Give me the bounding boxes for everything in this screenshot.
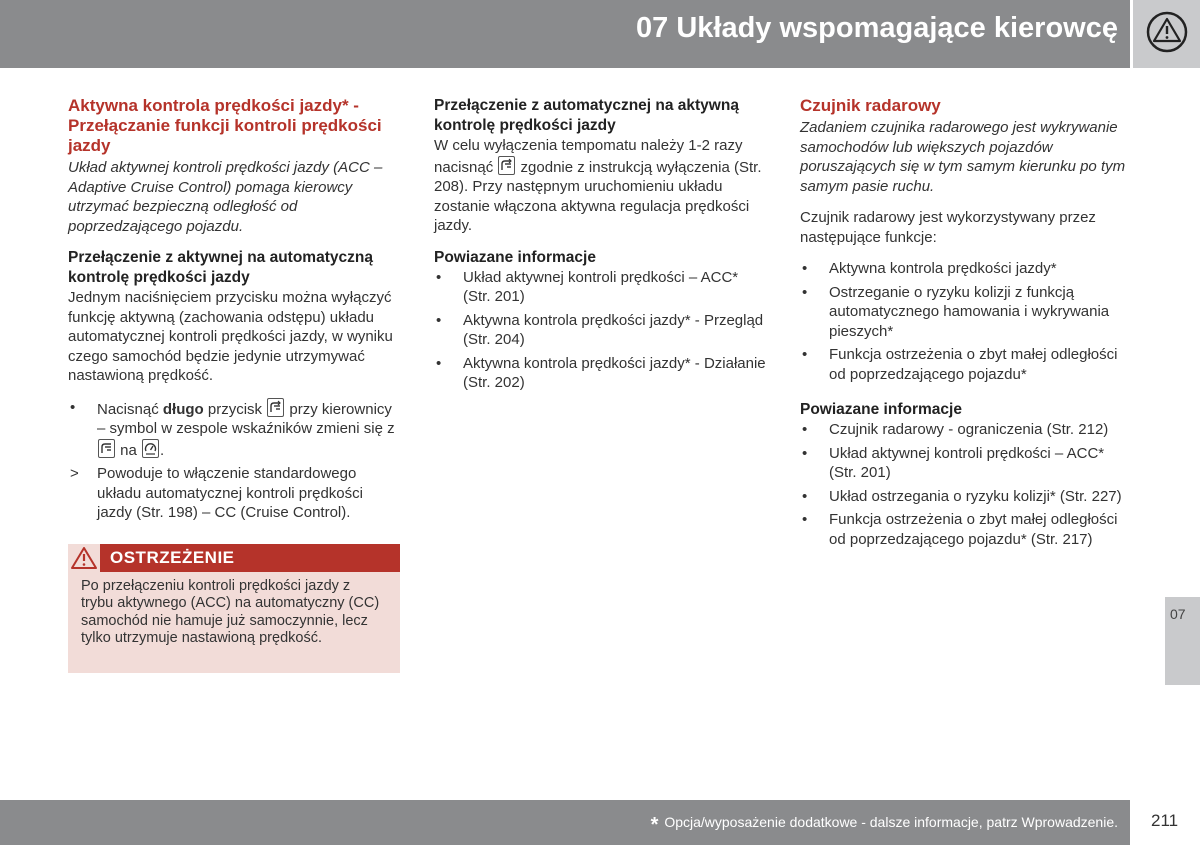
chapter-icon-box <box>1133 0 1200 68</box>
warning-triangle-icon <box>70 545 98 571</box>
warning-title: OSTRZEŻENIE <box>110 548 235 567</box>
related-link[interactable]: • Funkcja ostrzeżenia o zbyt małej odległości od poprzedzającego pojazdu* (Str. 217) <box>802 511 1118 548</box>
column-middle <box>434 96 768 397</box>
related-info-title: Powiazane informacje <box>434 248 596 266</box>
cruise-control-button-icon <box>498 156 515 175</box>
column-right <box>800 96 1130 553</box>
section-title-acc-switch: Aktywna kontrola prędkości jazdy* - Przełączanie funkcji kontroli prędkości jazdy <box>68 96 382 155</box>
chapter-side-tab[interactable] <box>1165 597 1200 685</box>
related-link[interactable]: • Aktywna kontrola prędkości jazdy* - Przegląd (Str. 204) <box>436 311 764 348</box>
chapter-header <box>0 0 1130 68</box>
footer-note: * Opcja/wyposażenie dodatkowe - dalsze informacje, patrz Wprowadzenie. <box>650 814 1118 836</box>
radar-body: Czujnik radarowy jest wykorzystywany przez następujące funkcje: <box>800 209 1096 246</box>
related-list <box>800 420 1130 549</box>
step-result: > Powoduje to włączenie standardowego układu automatycznej kontroli prędkości jazdy (Str. 198) – CC (Cruise Control). <box>70 465 363 521</box>
acc-symbol-icon <box>98 439 115 458</box>
subsection-title-to-cc: Przełączenie z aktywnej na automatyczną kontrolę prędkości jazdy <box>68 249 373 286</box>
related-link[interactable]: • Układ aktywnej kontroli prędkości – ACC* (Str. 201) <box>436 268 739 305</box>
subsection-body-to-cc: Jednym naciśnięciem przycisku można wyłączyć funkcję aktywną (zachowania odstępu) układu automatycznej kontroli prędkości jazdy, w wyniku czego samochód będzie jedynie utrzymywać nastawioną prędkość. <box>68 289 393 384</box>
list-item: • Funkcja ostrzeżenia o zbyt małej odległości od poprzedzającego pojazdu* <box>802 346 1118 383</box>
step-list <box>68 398 400 523</box>
related-link[interactable]: • Czujnik radarowy - ograniczenia (Str. 212) <box>802 421 1109 438</box>
column-left <box>68 96 400 527</box>
warning-header <box>68 544 400 572</box>
cruise-control-button-icon <box>267 398 284 417</box>
list-item: • Ostrzeganie o ryzyku kolizji z funkcją automatycznego hamowania i wykrywania pieszych* <box>802 283 1110 340</box>
result-marker: > <box>70 465 79 482</box>
warning-box <box>68 544 400 673</box>
chapter-title: 07 Układy wspomagające kierowcę <box>636 12 1118 44</box>
related-list <box>434 268 768 393</box>
related-link[interactable]: • Układ aktywnej kontroli prędkości – ACC* (Str. 201) <box>802 444 1105 481</box>
related-link[interactable]: • Układ ostrzegania o ryzyku kolizji* (Str. 227) <box>802 487 1122 505</box>
step-item: • Nacisnąć długo przycisk przy kierownicy – symbol w zespole wskaźników zmieni się z na . <box>70 398 395 459</box>
section-intro: Układ aktywnej kontroli prędkości jazdy (ACC – Adaptive Cruise Control) pomaga kierowcy utrzymać bezpieczną odległość od poprzedzającego pojazdu. <box>68 159 383 235</box>
emphasis-long: długo <box>162 400 204 418</box>
subsection-title-to-acc: Przełączenie z automatycznej na aktywną kontrolę prędkości jazdy <box>434 97 739 134</box>
page-number: 211 <box>1133 800 1200 845</box>
related-link[interactable]: • Aktywna kontrola prędkości jazdy* - Działanie (Str. 202) <box>436 354 766 391</box>
related-info-title: Powiazane informacje <box>800 401 962 418</box>
list-item: • Aktywna kontrola prędkości jazdy* <box>802 260 1057 277</box>
warning-triangle-icon <box>1145 10 1189 54</box>
subsection-body-to-acc: W celu wyłączenia tempomatu należy 1-2 razy nacisnąć zgodnie z instrukcją wyłączenia (Str. 208). Przy następnym uruchomieniu układu zostanie włączona aktywna regulacja prędkości jazdy. <box>434 137 762 234</box>
bullet-marker: • <box>70 398 76 416</box>
radar-functions-list <box>800 259 1130 384</box>
radar-intro: Zadaniem czujnika radarowego jest wykrywanie samochodów lub większych pojazdów poruszających się w tym samym kierunku po tym samym pasie ruchu. <box>800 119 1126 195</box>
section-title-radar: Czujnik radarowy <box>800 96 941 115</box>
page-footer <box>0 800 1130 845</box>
cc-symbol-icon <box>142 439 159 458</box>
chapter-side-tab-label: 07 <box>1170 606 1186 622</box>
warning-body: Po przełączeniu kontroli prędkości jazdy z trybu aktywnego (ACC) na automatyczny (CC) samochód nie hamuje już samoczynnie, lecz tylko utrzymuje nastawioną prędkość. <box>81 578 380 646</box>
